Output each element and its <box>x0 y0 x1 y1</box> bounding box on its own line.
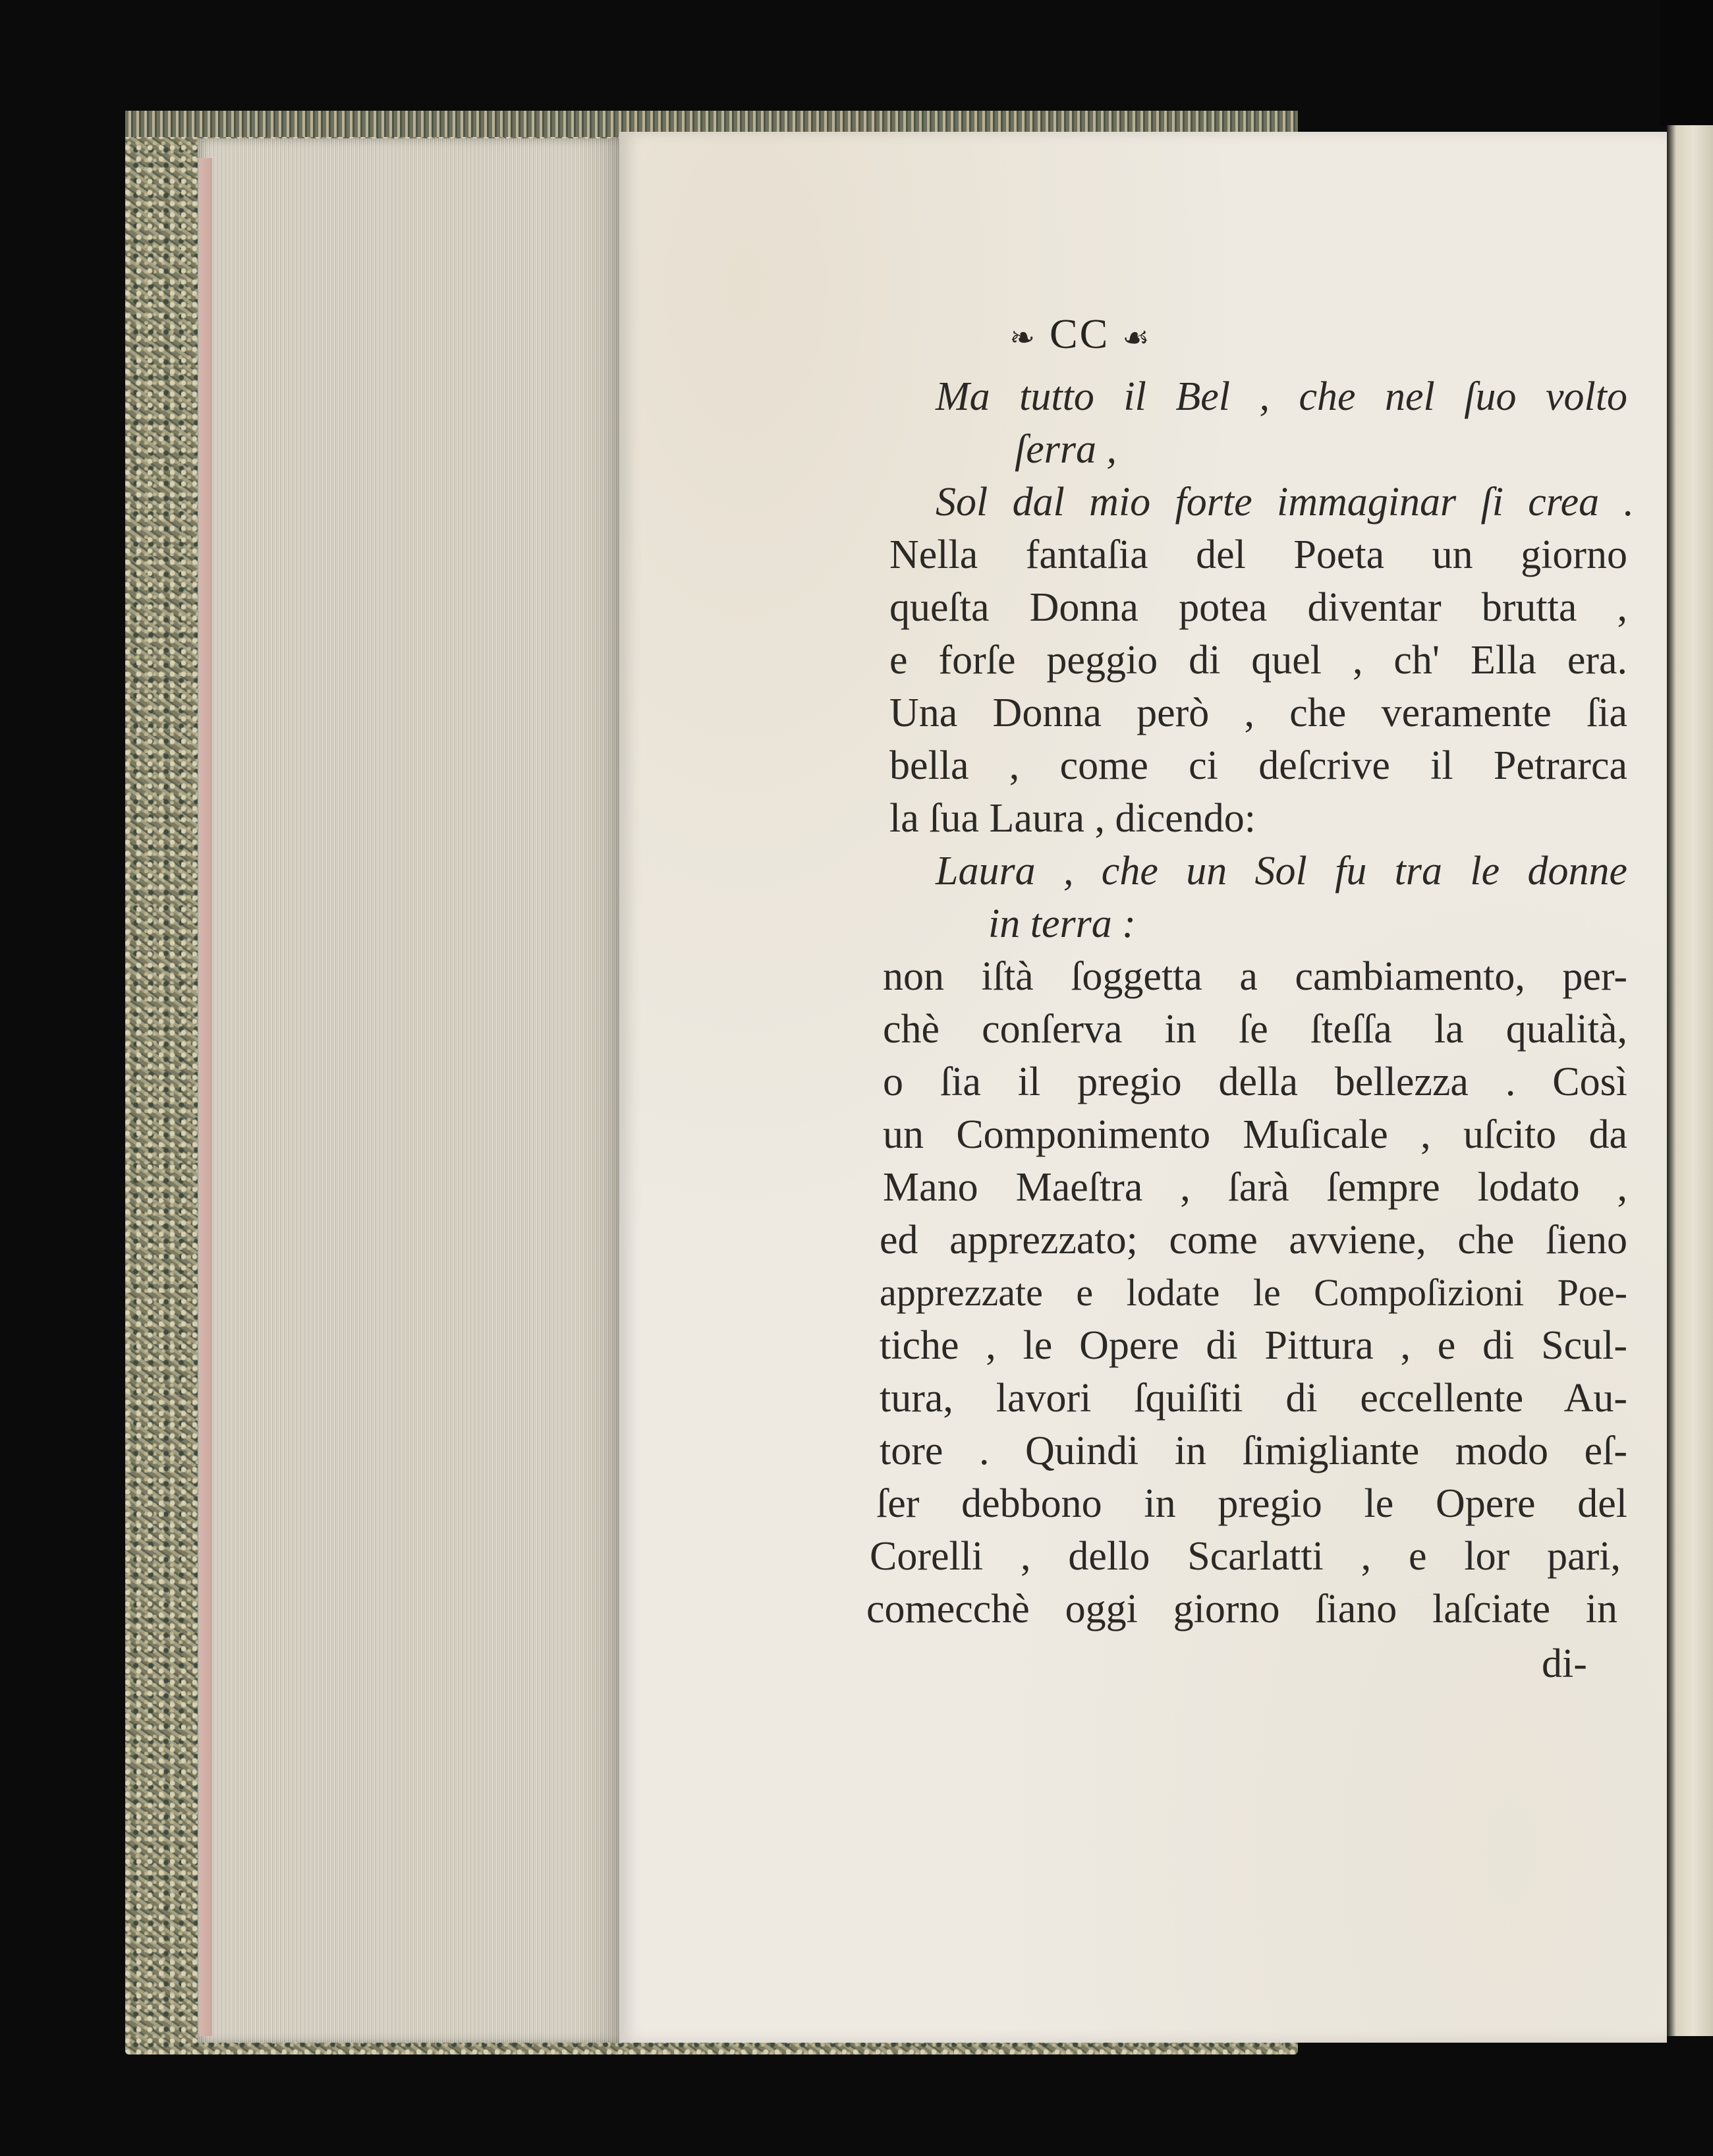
text-line: Sol dal mio forte immaginar ſi crea . <box>936 480 1634 525</box>
text-line: ed apprezzato; come avviene, che ſieno <box>880 1218 1627 1262</box>
right-ornament-icon: ☙ <box>1122 321 1152 355</box>
text-line: chè conſerva in ſe ſteſſa la qualità, <box>883 1007 1627 1052</box>
text-line: apprezzate e lodate le Compoſizioni Poe- <box>880 1271 1627 1314</box>
text-line: queſta Donna potea diventar brutta , <box>889 585 1627 630</box>
text-line: Mano Maeſtra , ſarà ſempre lodato , <box>883 1165 1627 1210</box>
text-line: la ſua Laura , dicendo: <box>889 796 1256 841</box>
text-line: Nella fantaſia del Poeta un giorno <box>889 532 1627 577</box>
background-dark <box>1660 0 1713 125</box>
text-line: Ma tutto il Bel , che nel ſuo volto <box>936 374 1627 419</box>
text-line: ſer debbono in pregio le Opere del <box>876 1481 1627 1526</box>
book-page <box>619 132 1667 2043</box>
text-line: Laura , che un Sol fu tra le donne <box>936 849 1627 894</box>
text-line: o ſia il pregio della bellezza . Così <box>883 1060 1627 1104</box>
next-page-edge <box>1667 125 1713 2036</box>
left-ornament-icon: ❧ <box>1009 321 1037 355</box>
text-line: tura, lavori ſquiſiti di eccellente Au- <box>880 1376 1627 1421</box>
text-line: comecchè oggi giorno ſiano laſciate in <box>866 1587 1617 1631</box>
gutter-shade <box>580 138 619 2043</box>
text-line: bella , come ci deſcrive il Petrarca <box>889 743 1627 788</box>
catchword: di- <box>1542 1641 1587 1686</box>
text-line: in terra : <box>988 901 1136 946</box>
text-line: tiche , le Opere di Pittura , e di Scul- <box>880 1323 1627 1368</box>
text-line: non iſtà ſoggetta a cambiamento, per- <box>883 954 1627 999</box>
text-line: tore . Quindi in ſimigliante modo eſ- <box>880 1429 1627 1473</box>
text-line: un Componimento Muſicale , uſcito da <box>883 1112 1627 1157</box>
page-header <box>619 310 1542 358</box>
page-text <box>619 132 1667 2043</box>
page-edges-tint <box>199 158 212 2036</box>
page-number: CC <box>1049 310 1110 357</box>
text-line: e forſe peggio di quel , ch' Ella era. <box>889 638 1627 683</box>
text-line: Una Donna però , che veramente ſia <box>889 691 1627 735</box>
text-line: ſerra , <box>1015 427 1117 472</box>
page-edges <box>198 138 619 2043</box>
text-line: Corelli , dello Scarlatti , e lor pari, <box>870 1534 1621 1579</box>
